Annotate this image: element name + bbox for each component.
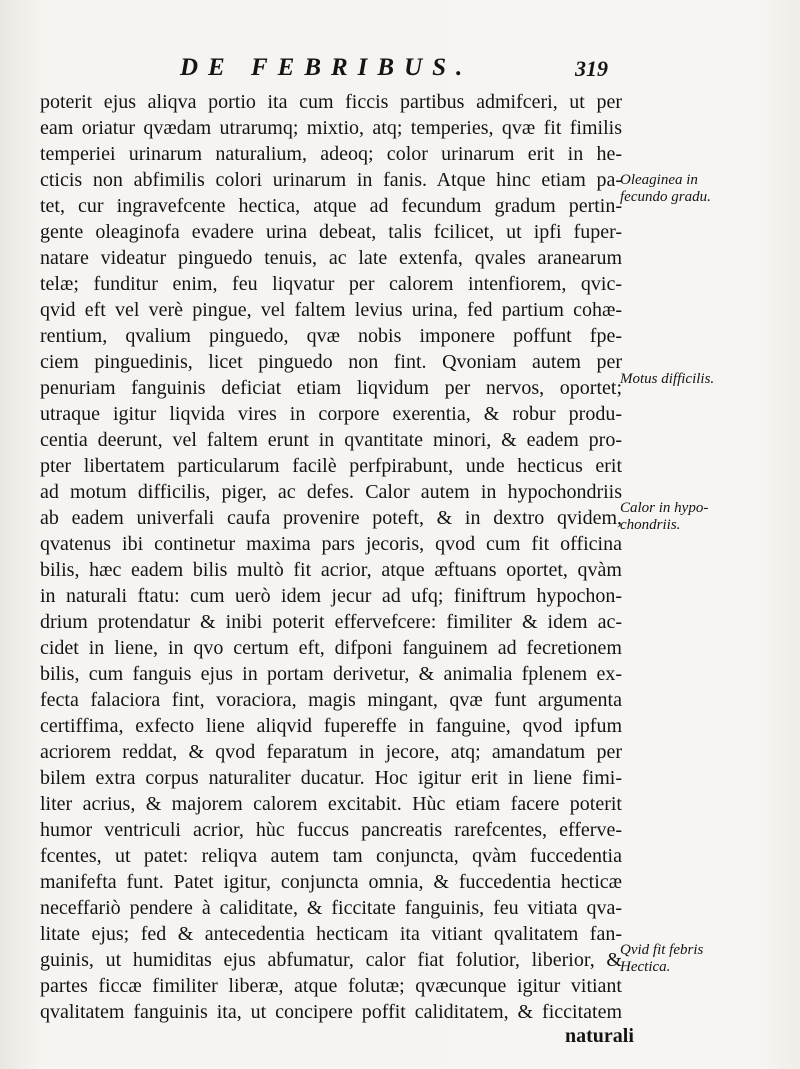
text-line: eam oriatur qvædam utrarumq; mixtio, atq; temperies, qvæ fit fimilis	[40, 117, 622, 139]
text-line: temperiei urinarum naturalium, adeoq; color urinarum erit in he-	[40, 143, 622, 165]
margin-note-calor	[620, 500, 800, 534]
text-line: litate ejus; fed & antecedentia hecticam ita vitiant qvalitatem fan-	[40, 923, 622, 945]
text-line: utraque igitur liqvida vires in corpore exerentia, & robur produ-	[40, 403, 622, 425]
text-line: ad motum difficilis, piger, ac defes. Calor autem in hypochondriis	[40, 481, 622, 503]
page-number: 319	[575, 56, 608, 81]
text-line: acriorem reddat, & qvod feparatum in jecore, atq; amandatum per	[40, 741, 622, 763]
text-line: ciem pinguedinis, licet pinguedo non fint. Qvoniam autem per	[40, 351, 622, 373]
margin-note-line: Qvid fit febris	[620, 942, 704, 958]
text-line: qvalitatem fanguinis ita, ut concipere poffit caliditatem, & ficcitatem	[40, 1001, 622, 1023]
text-line: liter acrius, & majorem calorem excitabit. Hùc etiam facere poterit	[40, 793, 622, 815]
margin-note-febris-hectica	[620, 942, 800, 976]
text-line: cidet in liene, in qvo certum eft, difponi fanguinem ad fecretionem	[40, 637, 622, 659]
text-line: telæ; funditur enim, feu liqvatur per calorem intenfiorem, qvic-	[40, 273, 622, 295]
margin-note-line: Oleaginea in	[620, 172, 698, 188]
text-line: neceffariò pendere à caliditate, & ficcitate fanguinis, feu vitiata qva-	[40, 897, 622, 919]
running-title: DE FEBRIBUS.	[180, 54, 473, 81]
margin-note-line: Motus difficilis.	[620, 371, 715, 387]
text-line: in naturali ftatu: cum uerò idem jecur ad ufq; finiftrum hypochon-	[40, 585, 622, 607]
text-line: drium protendatur & inibi poterit effervefcere: fimiliter & idem ac-	[40, 611, 622, 633]
text-line: centia deerunt, vel faltem erunt in qvantitate minori, & eadem pro-	[40, 429, 622, 451]
text-line: rentium, qvalium pinguedo, qvæ nobis imponere poffunt fpe-	[40, 325, 622, 347]
text-line: certiffima, exfecto liene aliqvid fupereffe in fanguine, qvod ipfum	[40, 715, 622, 737]
text-line: bilis, hæc eadem bilis multò fit acrior, atque æftuans oportet, qvàm	[40, 559, 622, 581]
catchword: naturali	[565, 1025, 634, 1047]
text-line: cticis non abfimilis colori urinarum in fanis. Atque hinc etiam pa-	[40, 169, 622, 191]
text-line: bilem extra corpus naturaliter ducatur. Hoc igitur erit in liene fimi-	[40, 767, 622, 789]
text-line: natare videatur pinguedo tenuis, ac late extenfa, qvales aranearum	[40, 247, 622, 269]
text-line: poterit ejus aliqva portio ita cum ficcis partibus admifceri, ut per	[40, 91, 622, 113]
text-line: tet, cur ingravefcente hectica, atque ad fecundum gradum pertin-	[40, 195, 622, 217]
text-line: guinis, ut humiditas ejus abfumatur, calor fiat folutior, liberior, &	[40, 949, 622, 971]
margin-note-motus	[620, 371, 800, 388]
text-line: humor ventriculi acrior, hùc fuccus pancreatis rarefcentes, efferve-	[40, 819, 622, 841]
text-line: bilis, cum fanguis ejus in portam derivetur, & animalia fplenem ex-	[40, 663, 622, 685]
text-line: ab eadem univerfali caufa provenire poteft, & in dextro qvidem,	[40, 507, 622, 529]
margin-note-oleaginea	[620, 172, 800, 206]
text-line: penuriam fanguinis deficiat etiam liqvidum per nervos, oportet;	[40, 377, 622, 399]
text-line: qvatenus ibi continetur maxima pars jecoris, qvod cum fit officina	[40, 533, 622, 555]
margin-note-line: Hectica.	[620, 959, 671, 975]
text-line: fcentes, ut patet: reliqva autem tam conjuncta, qvàm fuccedentia	[40, 845, 622, 867]
text-line: fecta falaciora fint, voraciora, magis mingant, qvæ funt argumenta	[40, 689, 622, 711]
text-line: qvid eft vel verè pingue, vel faltem levius urina, fed partium cohæ-	[40, 299, 622, 321]
text-line: manifefta funt. Patet igitur, conjuncta omnia, & fuccedentia hecticæ	[40, 871, 622, 893]
margin-note-line: Calor in hypo-	[620, 500, 709, 516]
margin-note-line: fecundo gradu.	[620, 189, 711, 205]
text-line: pter libertatem particularum facilè perfpirabunt, unde hecticus erit	[40, 455, 622, 477]
text-line: gente oleaginofa evadere urina debeat, talis fcilicet, ut ipfi fuper-	[40, 221, 622, 243]
margin-note-line: chondriis.	[620, 517, 681, 533]
text-line: partes ficcæ fimiliter liberæ, atque folutæ; qvæcunque igitur vitiant	[40, 975, 622, 997]
